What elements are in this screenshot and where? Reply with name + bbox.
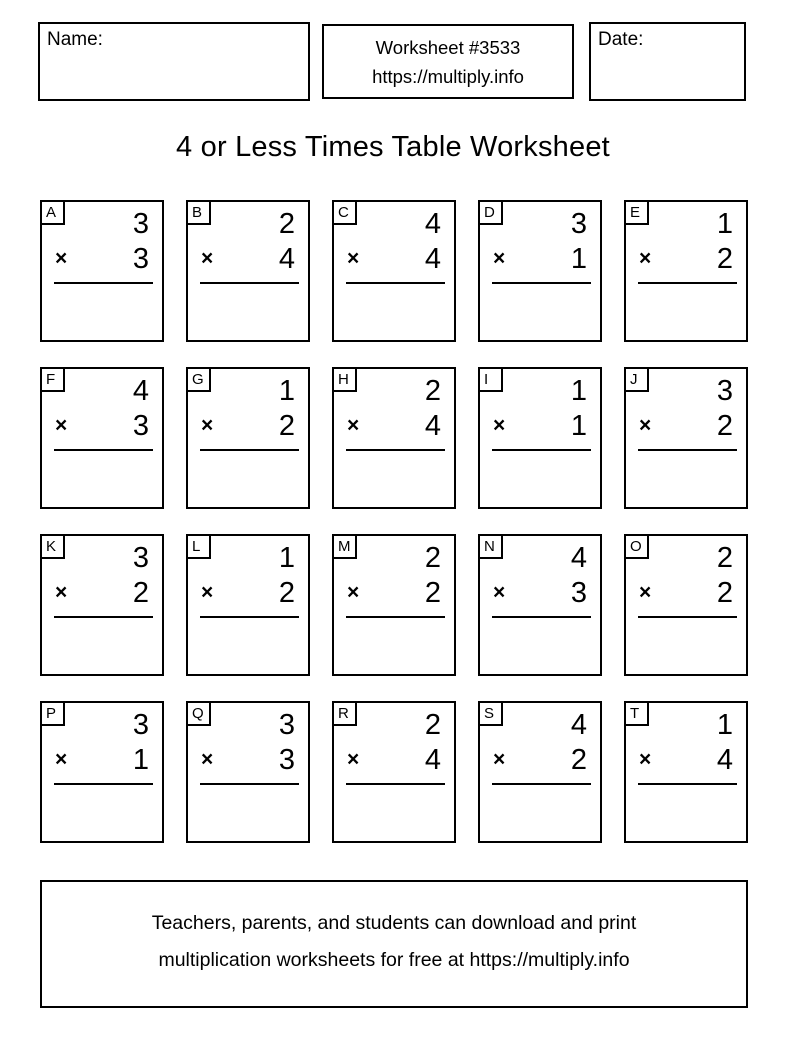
problem-label: C bbox=[332, 200, 357, 225]
answer-line bbox=[346, 449, 445, 451]
answer-line bbox=[492, 282, 591, 284]
multiplicand: 1 bbox=[278, 542, 295, 574]
answer-line bbox=[638, 282, 737, 284]
answer-line bbox=[200, 449, 299, 451]
page-title: 4 or Less Times Table Worksheet bbox=[176, 131, 610, 163]
multiplicand: 4 bbox=[570, 709, 587, 741]
answer-line bbox=[200, 616, 299, 618]
times-icon: × bbox=[347, 414, 360, 437]
problem-cell bbox=[40, 534, 164, 676]
times-icon: × bbox=[493, 581, 506, 604]
worksheet-url: https://multiply.info bbox=[372, 65, 524, 87]
problem-label: A bbox=[40, 200, 65, 225]
multiplier: 4 bbox=[424, 410, 441, 442]
multiplier: 1 bbox=[132, 744, 149, 776]
worksheet-info-box bbox=[322, 24, 574, 99]
multiplier: 2 bbox=[132, 577, 149, 609]
problem-label: P bbox=[40, 701, 65, 726]
problem-cell bbox=[624, 367, 748, 509]
multiplier: 1 bbox=[570, 410, 587, 442]
times-icon: × bbox=[201, 748, 214, 771]
problem-cell bbox=[478, 701, 602, 843]
multiplicand: 1 bbox=[716, 208, 733, 240]
multiplicand: 3 bbox=[132, 709, 149, 741]
answer-line bbox=[492, 449, 591, 451]
problem-cell bbox=[624, 200, 748, 342]
problem-label: B bbox=[186, 200, 211, 225]
footer-box bbox=[40, 880, 748, 1008]
times-icon: × bbox=[201, 581, 214, 604]
times-icon: × bbox=[55, 581, 68, 604]
times-icon: × bbox=[493, 748, 506, 771]
multiplicand: 2 bbox=[424, 709, 441, 741]
problem-cell bbox=[478, 534, 602, 676]
problems-grid bbox=[40, 200, 748, 843]
times-icon: × bbox=[201, 247, 214, 270]
times-icon: × bbox=[639, 414, 652, 437]
problem-cell bbox=[40, 367, 164, 509]
multiplicand: 1 bbox=[278, 375, 295, 407]
multiplier: 3 bbox=[132, 410, 149, 442]
answer-line bbox=[54, 449, 153, 451]
problem-label: K bbox=[40, 534, 65, 559]
multiplicand: 3 bbox=[132, 542, 149, 574]
answer-line bbox=[638, 783, 737, 785]
multiplicand: 4 bbox=[132, 375, 149, 407]
problem-cell bbox=[186, 701, 310, 843]
problem-cell bbox=[40, 701, 164, 843]
date-field-box bbox=[589, 22, 746, 101]
times-icon: × bbox=[55, 748, 68, 771]
footer-line-2: multiplication worksheets for free at https://multiply.info bbox=[158, 949, 630, 971]
problem-cell bbox=[186, 200, 310, 342]
multiplier: 2 bbox=[278, 577, 295, 609]
problem-cell bbox=[478, 200, 602, 342]
multiplicand: 4 bbox=[424, 208, 441, 240]
problem-label: H bbox=[332, 367, 357, 392]
multiplier: 3 bbox=[570, 577, 587, 609]
answer-line bbox=[200, 783, 299, 785]
multiplier: 2 bbox=[716, 410, 733, 442]
problem-label: Q bbox=[186, 701, 211, 726]
problem-cell bbox=[186, 367, 310, 509]
times-icon: × bbox=[347, 247, 360, 270]
date-label: Date: bbox=[598, 29, 644, 50]
multiplicand: 3 bbox=[132, 208, 149, 240]
multiplicand: 3 bbox=[278, 709, 295, 741]
answer-line bbox=[54, 783, 153, 785]
problem-label: N bbox=[478, 534, 503, 559]
problem-label: E bbox=[624, 200, 649, 225]
times-icon: × bbox=[493, 247, 506, 270]
answer-line bbox=[346, 282, 445, 284]
times-icon: × bbox=[55, 247, 68, 270]
problem-cell bbox=[478, 367, 602, 509]
multiplier: 4 bbox=[424, 744, 441, 776]
multiplier: 2 bbox=[570, 744, 587, 776]
answer-line bbox=[54, 282, 153, 284]
times-icon: × bbox=[639, 581, 652, 604]
multiplier: 2 bbox=[716, 577, 733, 609]
times-icon: × bbox=[55, 414, 68, 437]
multiplicand: 4 bbox=[570, 542, 587, 574]
answer-line bbox=[54, 616, 153, 618]
footer-line-1: Teachers, parents, and students can download and print bbox=[151, 912, 637, 934]
problem-cell bbox=[332, 200, 456, 342]
problem-label: R bbox=[332, 701, 357, 726]
answer-line bbox=[638, 616, 737, 618]
times-icon: × bbox=[347, 581, 360, 604]
multiplier: 2 bbox=[424, 577, 441, 609]
problem-label: O bbox=[624, 534, 649, 559]
problem-cell bbox=[624, 701, 748, 843]
answer-line bbox=[638, 449, 737, 451]
problem-cell bbox=[332, 367, 456, 509]
answer-line bbox=[492, 783, 591, 785]
multiplier: 2 bbox=[716, 243, 733, 275]
multiplier: 4 bbox=[716, 744, 733, 776]
multiplicand: 1 bbox=[716, 709, 733, 741]
name-label: Name: bbox=[47, 29, 103, 50]
problem-label: F bbox=[40, 367, 65, 392]
problem-cell bbox=[40, 200, 164, 342]
answer-line bbox=[200, 282, 299, 284]
multiplier: 1 bbox=[570, 243, 587, 275]
worksheet-number: Worksheet #3533 bbox=[375, 36, 521, 58]
times-icon: × bbox=[639, 247, 652, 270]
times-icon: × bbox=[347, 748, 360, 771]
problem-label: J bbox=[624, 367, 649, 392]
multiplicand: 1 bbox=[570, 375, 587, 407]
answer-line bbox=[492, 616, 591, 618]
multiplier: 3 bbox=[132, 243, 149, 275]
problem-label: T bbox=[624, 701, 649, 726]
problem-label: M bbox=[332, 534, 357, 559]
multiplier: 2 bbox=[278, 410, 295, 442]
problem-cell bbox=[332, 534, 456, 676]
times-icon: × bbox=[201, 414, 214, 437]
multiplier: 4 bbox=[278, 243, 295, 275]
problem-label: G bbox=[186, 367, 211, 392]
problem-cell bbox=[332, 701, 456, 843]
problem-cell bbox=[186, 534, 310, 676]
multiplicand: 3 bbox=[570, 208, 587, 240]
multiplicand: 2 bbox=[716, 542, 733, 574]
problem-cell bbox=[624, 534, 748, 676]
multiplicand: 2 bbox=[278, 208, 295, 240]
answer-line bbox=[346, 783, 445, 785]
multiplier: 4 bbox=[424, 243, 441, 275]
times-icon: × bbox=[493, 414, 506, 437]
problem-label: S bbox=[478, 701, 503, 726]
problem-label: L bbox=[186, 534, 211, 559]
times-icon: × bbox=[639, 748, 652, 771]
multiplicand: 2 bbox=[424, 542, 441, 574]
multiplicand: 2 bbox=[424, 375, 441, 407]
multiplicand: 3 bbox=[716, 375, 733, 407]
problem-label: I bbox=[478, 367, 503, 392]
multiplier: 3 bbox=[278, 744, 295, 776]
answer-line bbox=[346, 616, 445, 618]
name-field-box bbox=[38, 22, 310, 101]
problem-label: D bbox=[478, 200, 503, 225]
